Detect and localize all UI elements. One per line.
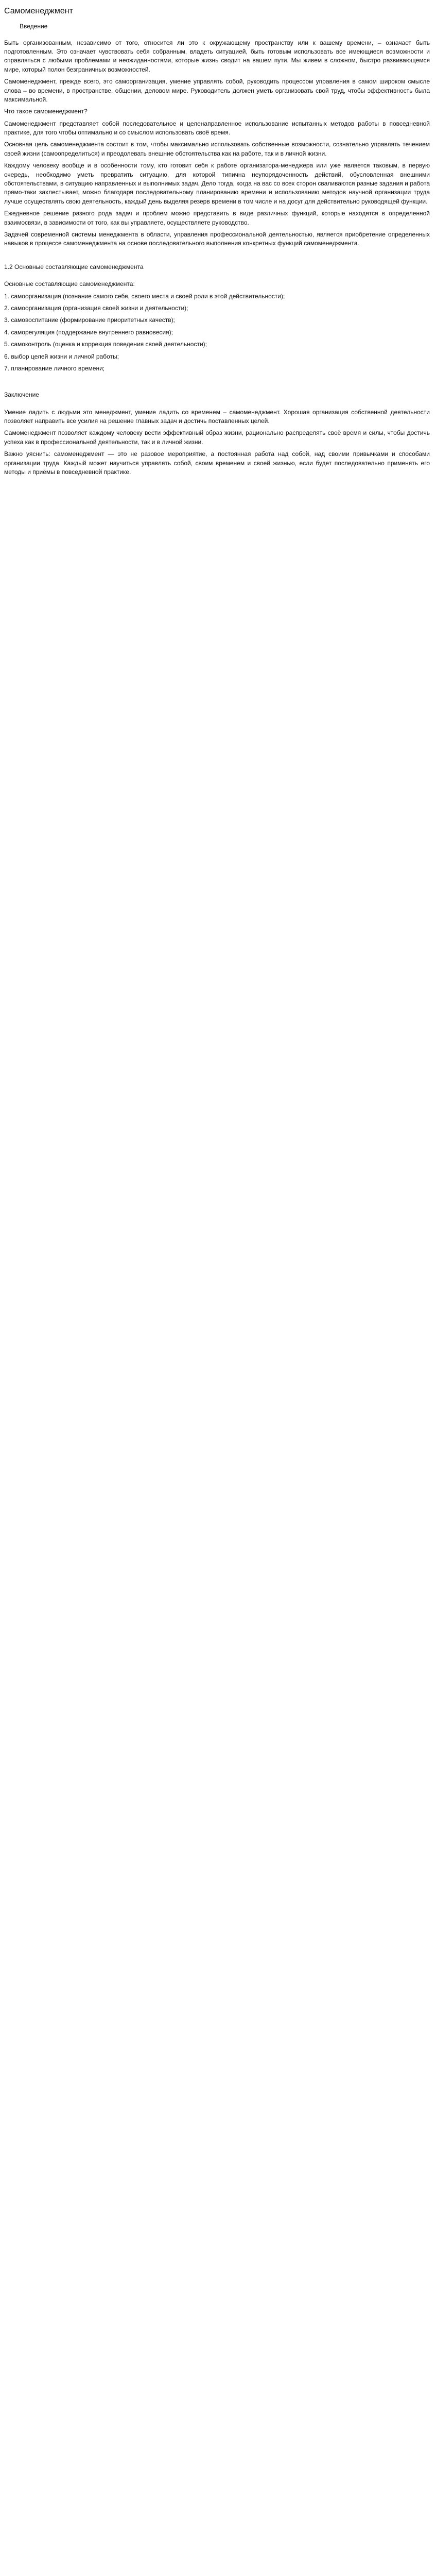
intro-body <box>4 39 430 248</box>
intro-paragraph: Задачей современной системы менеджмента в области, управления профессиональной деятельностью, является приобретение определенных навыков в процессе самоменеджмента на основе последовательного выполнения конкретных функций самоменеджмента. <box>4 231 430 247</box>
closing-body <box>4 408 430 477</box>
closing-heading: Заключение <box>4 391 39 399</box>
section-heading: 1.2 Основные составляющие самоменеджмента <box>4 263 144 270</box>
closing-paragraph: Умение ладить с людьми это менеджмент, умение ладить со временем – самоменеджмент. Хорошая организация собственной деятельности позволяет направить все усилия на решение главных задач и достичь поставленных целей. <box>4 408 430 425</box>
section-paragraph: 7. планирование личного времени; <box>4 364 105 372</box>
intro-paragraph: Самоменеджмент, прежде всего, это самоорганизация, умение управлять собой, руководить процессом управления в самом широком смысле слова – во времени, в пространстве, общении, деловом мире. Руководитель должен уметь организовать свой труд, чтобы эффективность была максимальной. <box>4 78 430 103</box>
section-paragraph: 6. выбор целей жизни и личной работы; <box>4 352 119 360</box>
intro-paragraph: Каждому человеку вообще и в особенности тому, кто готовит себя к работе организатора-менеджера или уже является таковым, в первую очередь, необходимо уметь превратить ситуацию, для которой типична неупорядоченность действий, обусловленная внешними обстоятельствами, в ситуацию направленных и выполнимых задач. Дело тогда, когда на вас со всех сторон сваливаются разные задания и работа прямо-таки захлестывает, можно благодаря последовательному планированию времени и использованию методов научной организации труда лучше осуществлять свою деятельность, каждый день выделяя резерв времени в том числе и на досуг для действительно руководящей функции. <box>4 162 430 205</box>
section-paragraph: 5. самоконтроль (оценка и коррекция поведения своей деятельности); <box>4 341 207 348</box>
intro-paragraph: Что такое самоменеджмент? <box>4 108 88 115</box>
section-body <box>4 280 430 373</box>
section-paragraph: Основные составляющие самоменеджмента: <box>4 280 135 288</box>
section-paragraph: 2. самоорганизация (организация своей жизни и деятельности); <box>4 304 188 312</box>
section-paragraph: 4. саморегуляция (поддержание внутреннего равновесия); <box>4 328 173 336</box>
intro-paragraph: Основная цель самоменеджмента состоит в том, чтобы максимально использовать собственные возможности, сознательно управлять течением своей жизни (самоопределиться) и преодолевать внешние обстоятельства как на работе, так и в личной жизни. <box>4 141 430 157</box>
intro-paragraph: Быть организованным, независимо от того, относится ли это к окружающему пространству или к вашему времени, – означает быть подготовленным. Это означает чувствовать себя собранным, владеть ситуацией, быть готовым использовать все имеющиеся возможности и справляться с любыми проблемами и неожиданностями, которые жизнь сводит на вашем пути. Мы живем в сложном, быстро развивающемся мире, который полон безграничных возможностей. <box>4 39 430 73</box>
intro-paragraph: Ежедневное решение разного рода задач и проблем можно представить в виде различных функций, которые находятся в определенной взаимосвязи, в зависимости от того, как вы управляете, осуществляете руководство. <box>4 210 430 226</box>
intro-paragraph: Самоменеджмент представляет собой последовательное и целенаправленное использование испытанных методов работы в повседневной практике, для того чтобы оптимально и со смыслом использовать своё время. <box>4 120 430 137</box>
document-title: Самоменеджмент <box>4 7 73 15</box>
section-paragraph: 1. самоорганизация (познание самого себя, своего места и своей роли в этой действительности); <box>4 292 285 300</box>
closing-paragraph: Важно уяснить: самоменеджмент — это не разовое мероприятие, а постоянная работа над собой, над своими привычками и способами организации труда. Каждый может научиться управлять собой, своим временем и своей жизнью, если будет последовательно применять его методы и приёмы в повседневной практике. <box>4 450 430 476</box>
section-paragraph: 3. самовоспитание (формирование приоритетных качеств); <box>4 316 175 324</box>
closing-paragraph: Самоменеджмент позволяет каждому человеку вести эффективный образ жизни, рационально распределять своё время и силы, чтобы достичь успеха как в профессиональной деятельности, так и в личной жизни. <box>4 429 430 446</box>
intro-heading: Введение <box>20 23 48 30</box>
